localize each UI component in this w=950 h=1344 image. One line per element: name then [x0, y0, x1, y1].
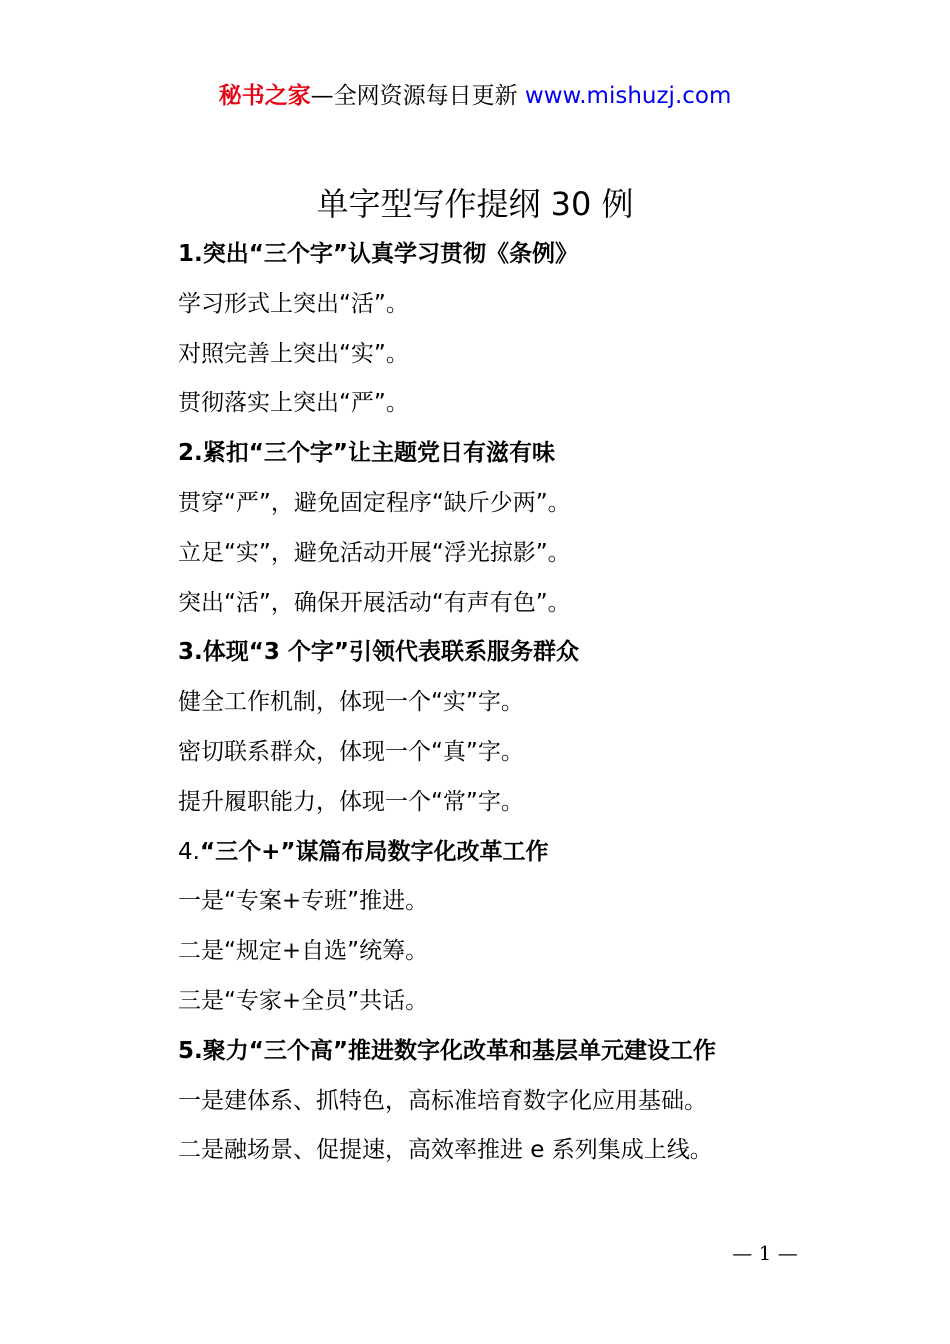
list-item: 三是“专家+全员”共话。 — [178, 987, 429, 1014]
brand-name: 秘书之家 — [218, 83, 311, 109]
site-url-link[interactable]: www.mishuzj.com — [524, 83, 732, 109]
document-title: 单字型写作提纲 30 例 — [316, 185, 634, 223]
list-item: 提升履职能力，体现一个“常”字。 — [178, 788, 524, 815]
section-heading: 3.体现“3 个字”引领代表联系服务群众 — [178, 639, 579, 666]
section-heading — [178, 828, 878, 878]
header-tagline: —全网资源每日更新 — [310, 83, 525, 109]
list-item: 一是建体系、抓特色，高标准培育数字化应用基础。 — [178, 1087, 707, 1114]
section-heading: 1.突出“三个字”认真学习贯彻《条例》 — [178, 241, 578, 267]
section-heading: 2.紧扣“三个字”让主题党日有滋有味 — [178, 440, 555, 467]
list-item: 立足“实”，避免活动开展“浮光掠影”。 — [178, 539, 571, 566]
list-item: 贯彻落实上突出“严”。 — [178, 390, 409, 417]
list-item: 突出“活”，确保开展活动“有声有色”。 — [178, 589, 571, 616]
site-header — [0, 80, 950, 112]
list-item: 对照完善上突出“实”。 — [178, 340, 409, 367]
list-item: 二是“规定+自选”统筹。 — [178, 938, 429, 965]
page-number: — 1 — — [732, 1241, 798, 1265]
list-item: 密切联系群众，体现一个“真”字。 — [178, 738, 524, 765]
section-heading: 5.聚力“三个高”推进数字化改革和基层单元建设工作 — [178, 1037, 716, 1064]
list-item: 贯穿“严”，避免固定程序“缺斤少两”。 — [178, 489, 571, 516]
list-item: 健全工作机制，体现一个“实”字。 — [178, 689, 524, 716]
section-number: 4. — [178, 838, 200, 865]
list-item: 一是“专案+专班”推进。 — [178, 888, 429, 915]
list-item: 学习形式上突出“活”。 — [178, 290, 409, 317]
section-heading-text: “三个+”谋篇布局数字化改革工作 — [199, 838, 549, 865]
list-item: 二是融场景、促提速，高效率推进 e 系列集成上线。 — [178, 1137, 713, 1164]
document-body — [178, 230, 878, 1176]
